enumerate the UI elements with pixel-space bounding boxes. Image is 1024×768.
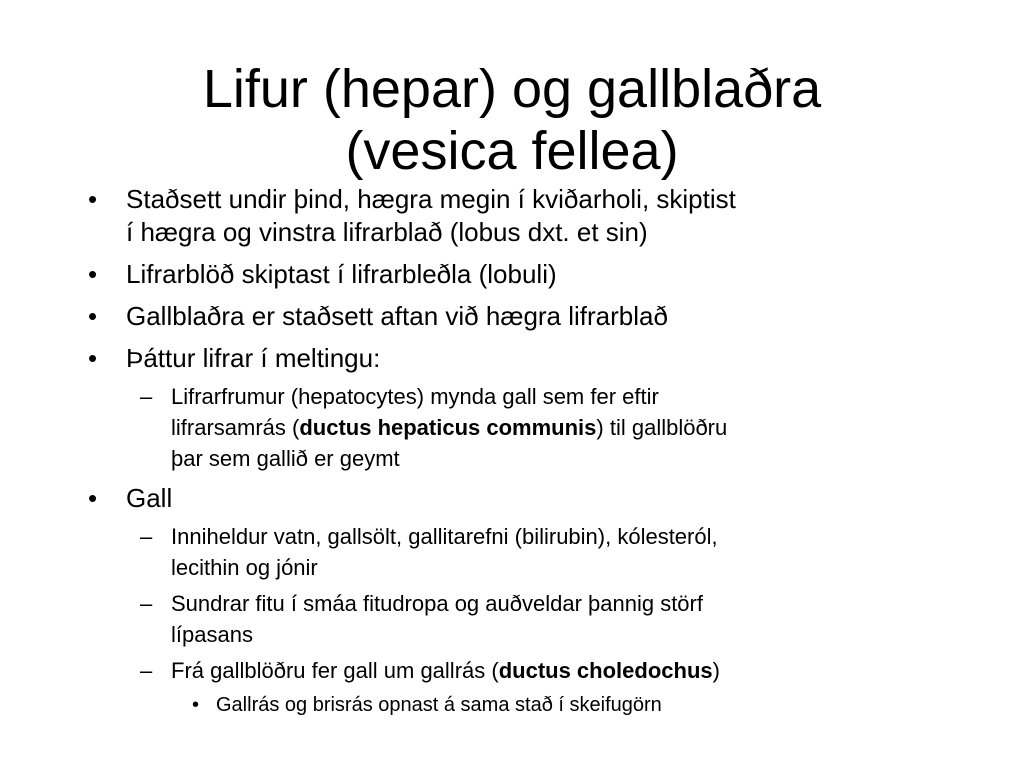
sub-text-line-2-before: lifrarsamrás (: [171, 415, 300, 440]
title-line-2: (vesica fellea): [345, 121, 679, 182]
dash-icon: –: [140, 524, 153, 549]
sub-sub-text: Gallrás og brisrás opnast á sama stað í skeifugörn: [216, 694, 662, 716]
sub-text-before: Frá gallblöðru fer gall um gallrás (: [171, 658, 499, 683]
bullet-item-bile: [88, 482, 948, 515]
sub-text-line-2: lípasans: [171, 622, 253, 647]
sub-item-fat-emulsion: [88, 588, 948, 650]
slide-title: [0, 58, 1024, 182]
bullet-icon: •: [88, 301, 98, 331]
bullet-item-lobes: [88, 258, 948, 291]
title-line-1: Lifur (hepar) og gallblaðra: [202, 59, 822, 120]
bullet-item-digestion-role: [88, 342, 948, 375]
bullet-icon: •: [88, 483, 98, 513]
dash-icon: –: [140, 591, 153, 616]
sub-text-line-2: lecithin og jónir: [171, 555, 318, 580]
sub-text-line-3: þar sem gallið er geymt: [171, 446, 400, 471]
term-ductus-choledochus: ductus choledochus: [498, 658, 713, 683]
dash-icon: –: [140, 384, 153, 409]
sub-text-line-1: Sundrar fitu í smáa fitudropa og auðveldar þannig störf: [171, 591, 703, 616]
slide-body: [88, 183, 948, 720]
sub-text-line-2-after: ) til gallblöðru: [596, 415, 728, 440]
bullet-icon: •: [88, 343, 98, 373]
sub-item-hepatocytes: [88, 381, 948, 474]
bullet-item-location: [88, 183, 948, 249]
bullet-text: Gall: [126, 483, 173, 513]
sub-sub-item-duct-opening: [88, 690, 948, 720]
bullet-text: Lifrarblöð skiptast í lifrarbleðla (lobuli): [126, 259, 557, 289]
bullet-icon: •: [192, 694, 200, 716]
bullet-text: Gallblaðra er staðsett aftan við hægra lifrarblað: [126, 301, 668, 331]
sub-item-bile-duct: [88, 655, 948, 686]
bullet-text-line-1: Staðsett undir þind, hægra megin í kviðarholi, skiptist: [126, 184, 736, 214]
bullet-text: Þáttur lifrar í meltingu:: [126, 343, 381, 373]
term-ductus-hepaticus-communis: ductus hepaticus communis: [299, 415, 597, 440]
bullet-text-line-2: í hægra og vinstra lifrarblað (lobus dxt. et sin): [126, 217, 648, 247]
sub-text-line-1: Inniheldur vatn, gallsölt, gallitarefni (bilirubin), kólesteról,: [171, 524, 718, 549]
sub-text-after: ): [712, 658, 720, 683]
sub-item-bile-contents: [88, 521, 948, 583]
bullet-icon: •: [88, 184, 98, 214]
dash-icon: –: [140, 658, 153, 683]
bullet-icon: •: [88, 259, 98, 289]
bullet-item-gallbladder-position: [88, 300, 948, 333]
sub-text-line-1: Lifrarfrumur (hepatocytes) mynda gall sem fer eftir: [171, 384, 659, 409]
